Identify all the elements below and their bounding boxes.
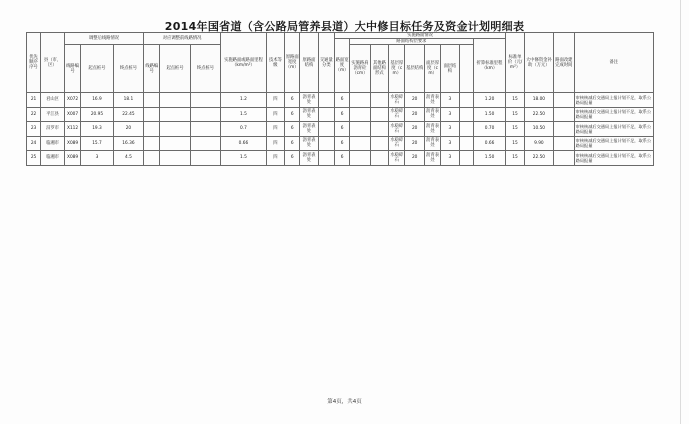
header-start-km2: 起点桩号	[160, 45, 190, 93]
header-area: 实施路面或路面里程（km/m²）	[221, 33, 267, 93]
cell-end2	[190, 93, 220, 108]
cell-grade: 四	[266, 93, 284, 108]
cell-route: X112	[64, 122, 80, 137]
table-row	[27, 136, 654, 151]
cell-seq: 25	[27, 151, 41, 166]
header-start-km: 起点桩号	[81, 45, 114, 93]
cell-other	[370, 107, 388, 122]
cell-spacer	[459, 107, 473, 122]
cell-area: 0.7	[221, 122, 267, 137]
cell-orig: 沥青表处	[300, 151, 318, 166]
cell-orig: 沥青表处	[300, 122, 318, 137]
cell-pwidth: 6	[334, 93, 349, 108]
cell-start: 20.95	[81, 107, 114, 122]
cell-area: 1.2	[221, 93, 267, 108]
cell-fund: 22.50	[524, 151, 553, 166]
cell-start: 15.7	[81, 136, 114, 151]
header-mileage: 折算标准里程（km）	[473, 39, 506, 93]
header-shoulder: 实施路肩沥青砼（cm）	[350, 45, 371, 93]
cell-area: 1.5	[221, 151, 267, 166]
cell-remark: 审核核减后交通局上报计划不足，取系公路局报量	[574, 136, 653, 151]
cell-remark: 审核核减后交通局上报计划不足，取系公路局报量	[574, 93, 653, 108]
cell-mileage: 0.70	[473, 122, 506, 137]
header-base-struct: 基层结构	[405, 45, 425, 93]
cell-surface-thick: 3	[441, 136, 459, 151]
cell-end: 16.36	[113, 136, 143, 151]
page-footer: 第4页，共4页	[327, 399, 362, 405]
cell-base-thick: 20	[405, 151, 425, 166]
cell-pwidth: 6	[334, 122, 349, 137]
cell-county: 君山区	[41, 93, 65, 108]
scan-edge	[680, 0, 681, 424]
cell-remark: 审核核减后交通局上报计划不足，取系公路局报量	[574, 151, 653, 166]
header-width: 原路面宽度（m）	[285, 33, 300, 93]
cell-county: 临湘市	[41, 151, 65, 166]
header-plan-time: 路面改建完成时间	[554, 33, 575, 93]
cell-surface-thick: 3	[441, 107, 459, 122]
cell-price: 15	[506, 136, 524, 151]
cell-route2	[144, 151, 160, 166]
cell-base-thick: 20	[405, 107, 425, 122]
cell-route: X072	[64, 93, 80, 108]
header-pave-width: 路面宽度（m）	[334, 39, 349, 93]
header-seq: 优先顺序序号	[27, 33, 41, 93]
cell-price: 15	[506, 107, 524, 122]
cell-shoulder	[350, 136, 371, 151]
cell-route: X089	[64, 136, 80, 151]
cell-start2	[160, 151, 190, 166]
cell-time	[554, 107, 575, 122]
cell-grade: 四	[266, 122, 284, 137]
cell-start2	[160, 122, 190, 137]
cell-base-thick: 20	[405, 122, 425, 137]
header-traffic: 交通量分类	[318, 33, 334, 93]
cell-mileage: 1.20	[473, 93, 506, 108]
header-group-structure: 路面结构层要求	[350, 39, 474, 45]
cell-time	[554, 122, 575, 137]
cell-remark: 审核核减后交通局上报计划不足，取系公路局报量	[574, 122, 653, 137]
cell-shoulder	[350, 122, 371, 137]
cell-width: 6	[285, 151, 300, 166]
cell-surface-struct: 沥青表处	[424, 93, 440, 108]
cell-other	[370, 122, 388, 137]
header-route-no2: 线路编号	[144, 45, 160, 93]
cell-fund: 10.50	[524, 122, 553, 137]
cell-base-struct: 水稳碎石	[389, 107, 405, 122]
cell-spacer	[459, 151, 473, 166]
cell-shoulder	[350, 151, 371, 166]
cell-other	[370, 93, 388, 108]
cell-end2	[190, 107, 220, 122]
cell-route: X089	[64, 151, 80, 166]
cell-end: 20	[113, 122, 143, 137]
cell-seq: 24	[27, 136, 41, 151]
cell-start2	[160, 93, 190, 108]
header-std-price: 标准单价（元/m²）	[506, 33, 524, 93]
cell-area: 1.5	[221, 107, 267, 122]
cell-end2	[190, 136, 220, 151]
cell-end2	[190, 122, 220, 137]
cell-width: 6	[285, 107, 300, 122]
cell-route2	[144, 93, 160, 108]
cell-end: 4.5	[113, 151, 143, 166]
header-surface-thick: 面层厚度（cm）	[424, 45, 440, 93]
cell-traffic	[318, 136, 334, 151]
cell-grade: 四	[266, 107, 284, 122]
cell-end: 22.45	[113, 107, 143, 122]
cell-pwidth: 6	[334, 107, 349, 122]
cell-base-struct: 水稳碎石	[389, 122, 405, 137]
cell-start: 19.3	[81, 122, 114, 137]
cell-traffic	[318, 122, 334, 137]
document-title: 2014年国省道（含公路局管养县道）大中修目标任务及资金计划明细表	[164, 20, 525, 33]
cell-remark: 审核核减后交通局上报计划不足，取系公路局报量	[574, 107, 653, 122]
cell-traffic	[318, 107, 334, 122]
plan-table	[26, 32, 654, 166]
cell-surface-thick: 3	[441, 122, 459, 137]
cell-price: 15	[506, 93, 524, 108]
cell-base-struct: 水稳碎石	[389, 136, 405, 151]
cell-price: 15	[506, 122, 524, 137]
cell-time	[554, 136, 575, 151]
header-county: 县（市、区）	[41, 33, 65, 93]
cell-width: 6	[285, 93, 300, 108]
cell-shoulder	[350, 93, 371, 108]
cell-width: 6	[285, 136, 300, 151]
cell-orig: 沥青表处	[300, 107, 318, 122]
table-row	[27, 151, 654, 166]
cell-price: 15	[506, 151, 524, 166]
cell-route2	[144, 107, 160, 122]
header-end-km2: 终点桩号	[190, 45, 220, 93]
cell-seq: 21	[27, 93, 41, 108]
cell-base-thick: 20	[405, 136, 425, 151]
cell-surface-thick: 3	[441, 93, 459, 108]
cell-fund: 9.90	[524, 136, 553, 151]
cell-area: 0.66	[221, 136, 267, 151]
cell-orig: 沥青表处	[300, 136, 318, 151]
header-group-before: 调整后线路情况	[64, 33, 143, 45]
cell-seq: 23	[27, 122, 41, 137]
cell-base-thick: 20	[405, 93, 425, 108]
cell-route2	[144, 122, 160, 137]
header-base-thick: 基层厚度（cm）	[389, 45, 405, 93]
cell-surface-thick: 3	[441, 151, 459, 166]
cell-spacer	[459, 122, 473, 137]
cell-surface-struct: 沥青表处	[424, 136, 440, 151]
cell-time	[554, 151, 575, 166]
cell-end: 18.1	[113, 93, 143, 108]
cell-start2	[160, 136, 190, 151]
cell-route2	[144, 136, 160, 151]
cell-base-struct: 水稳碎石	[389, 151, 405, 166]
cell-start: 16.9	[81, 93, 114, 108]
cell-start: 3	[81, 151, 114, 166]
cell-grade: 四	[266, 151, 284, 166]
cell-county: 临湘市	[41, 136, 65, 151]
header-surface-struct: 面层结构	[441, 45, 459, 93]
cell-other	[370, 136, 388, 151]
cell-spacer	[459, 93, 473, 108]
header-route-no: 线路编号	[64, 45, 80, 93]
cell-shoulder	[350, 107, 371, 122]
cell-surface-struct: 沥青表处	[424, 122, 440, 137]
cell-other	[370, 151, 388, 166]
cell-grade: 四	[266, 136, 284, 151]
cell-county: 汨罗市	[41, 122, 65, 137]
cell-surface-struct: 沥青表处	[424, 151, 440, 166]
header-orig-structure: 原路面结构	[300, 33, 318, 93]
cell-end2	[190, 151, 220, 166]
cell-start2	[160, 107, 190, 122]
header-remark: 备注	[574, 33, 653, 93]
cell-mileage: 1.50	[473, 151, 506, 166]
cell-orig: 沥青表处	[300, 93, 318, 108]
header-fund: 大中修资金补助（万元）	[524, 33, 553, 93]
cell-traffic	[318, 151, 334, 166]
cell-pwidth: 6	[334, 151, 349, 166]
cell-seq: 22	[27, 107, 41, 122]
cell-mileage: 1.50	[473, 107, 506, 122]
cell-county: 平江县	[41, 107, 65, 122]
cell-surface-struct: 沥青表处	[424, 107, 440, 122]
table-row	[27, 122, 654, 137]
cell-traffic	[318, 93, 334, 108]
header-grade: 技术等级	[266, 33, 284, 93]
header-group-after: 对应调整前线路情况	[144, 33, 221, 45]
cell-pwidth: 6	[334, 136, 349, 151]
header-group-implement: 实施路面情况	[334, 33, 505, 39]
cell-fund: 18.00	[524, 93, 553, 108]
cell-width: 6	[285, 122, 300, 137]
header-spacer	[459, 45, 473, 93]
cell-time	[554, 93, 575, 108]
table-row	[27, 93, 654, 108]
header-other: 其他路面结构形式	[370, 45, 388, 93]
cell-mileage: 0.66	[473, 136, 506, 151]
table-row	[27, 107, 654, 122]
header-end-km: 终点桩号	[113, 45, 143, 93]
cell-base-struct: 水稳碎石	[389, 93, 405, 108]
cell-spacer	[459, 136, 473, 151]
cell-route: X007	[64, 107, 80, 122]
cell-fund: 22.50	[524, 107, 553, 122]
